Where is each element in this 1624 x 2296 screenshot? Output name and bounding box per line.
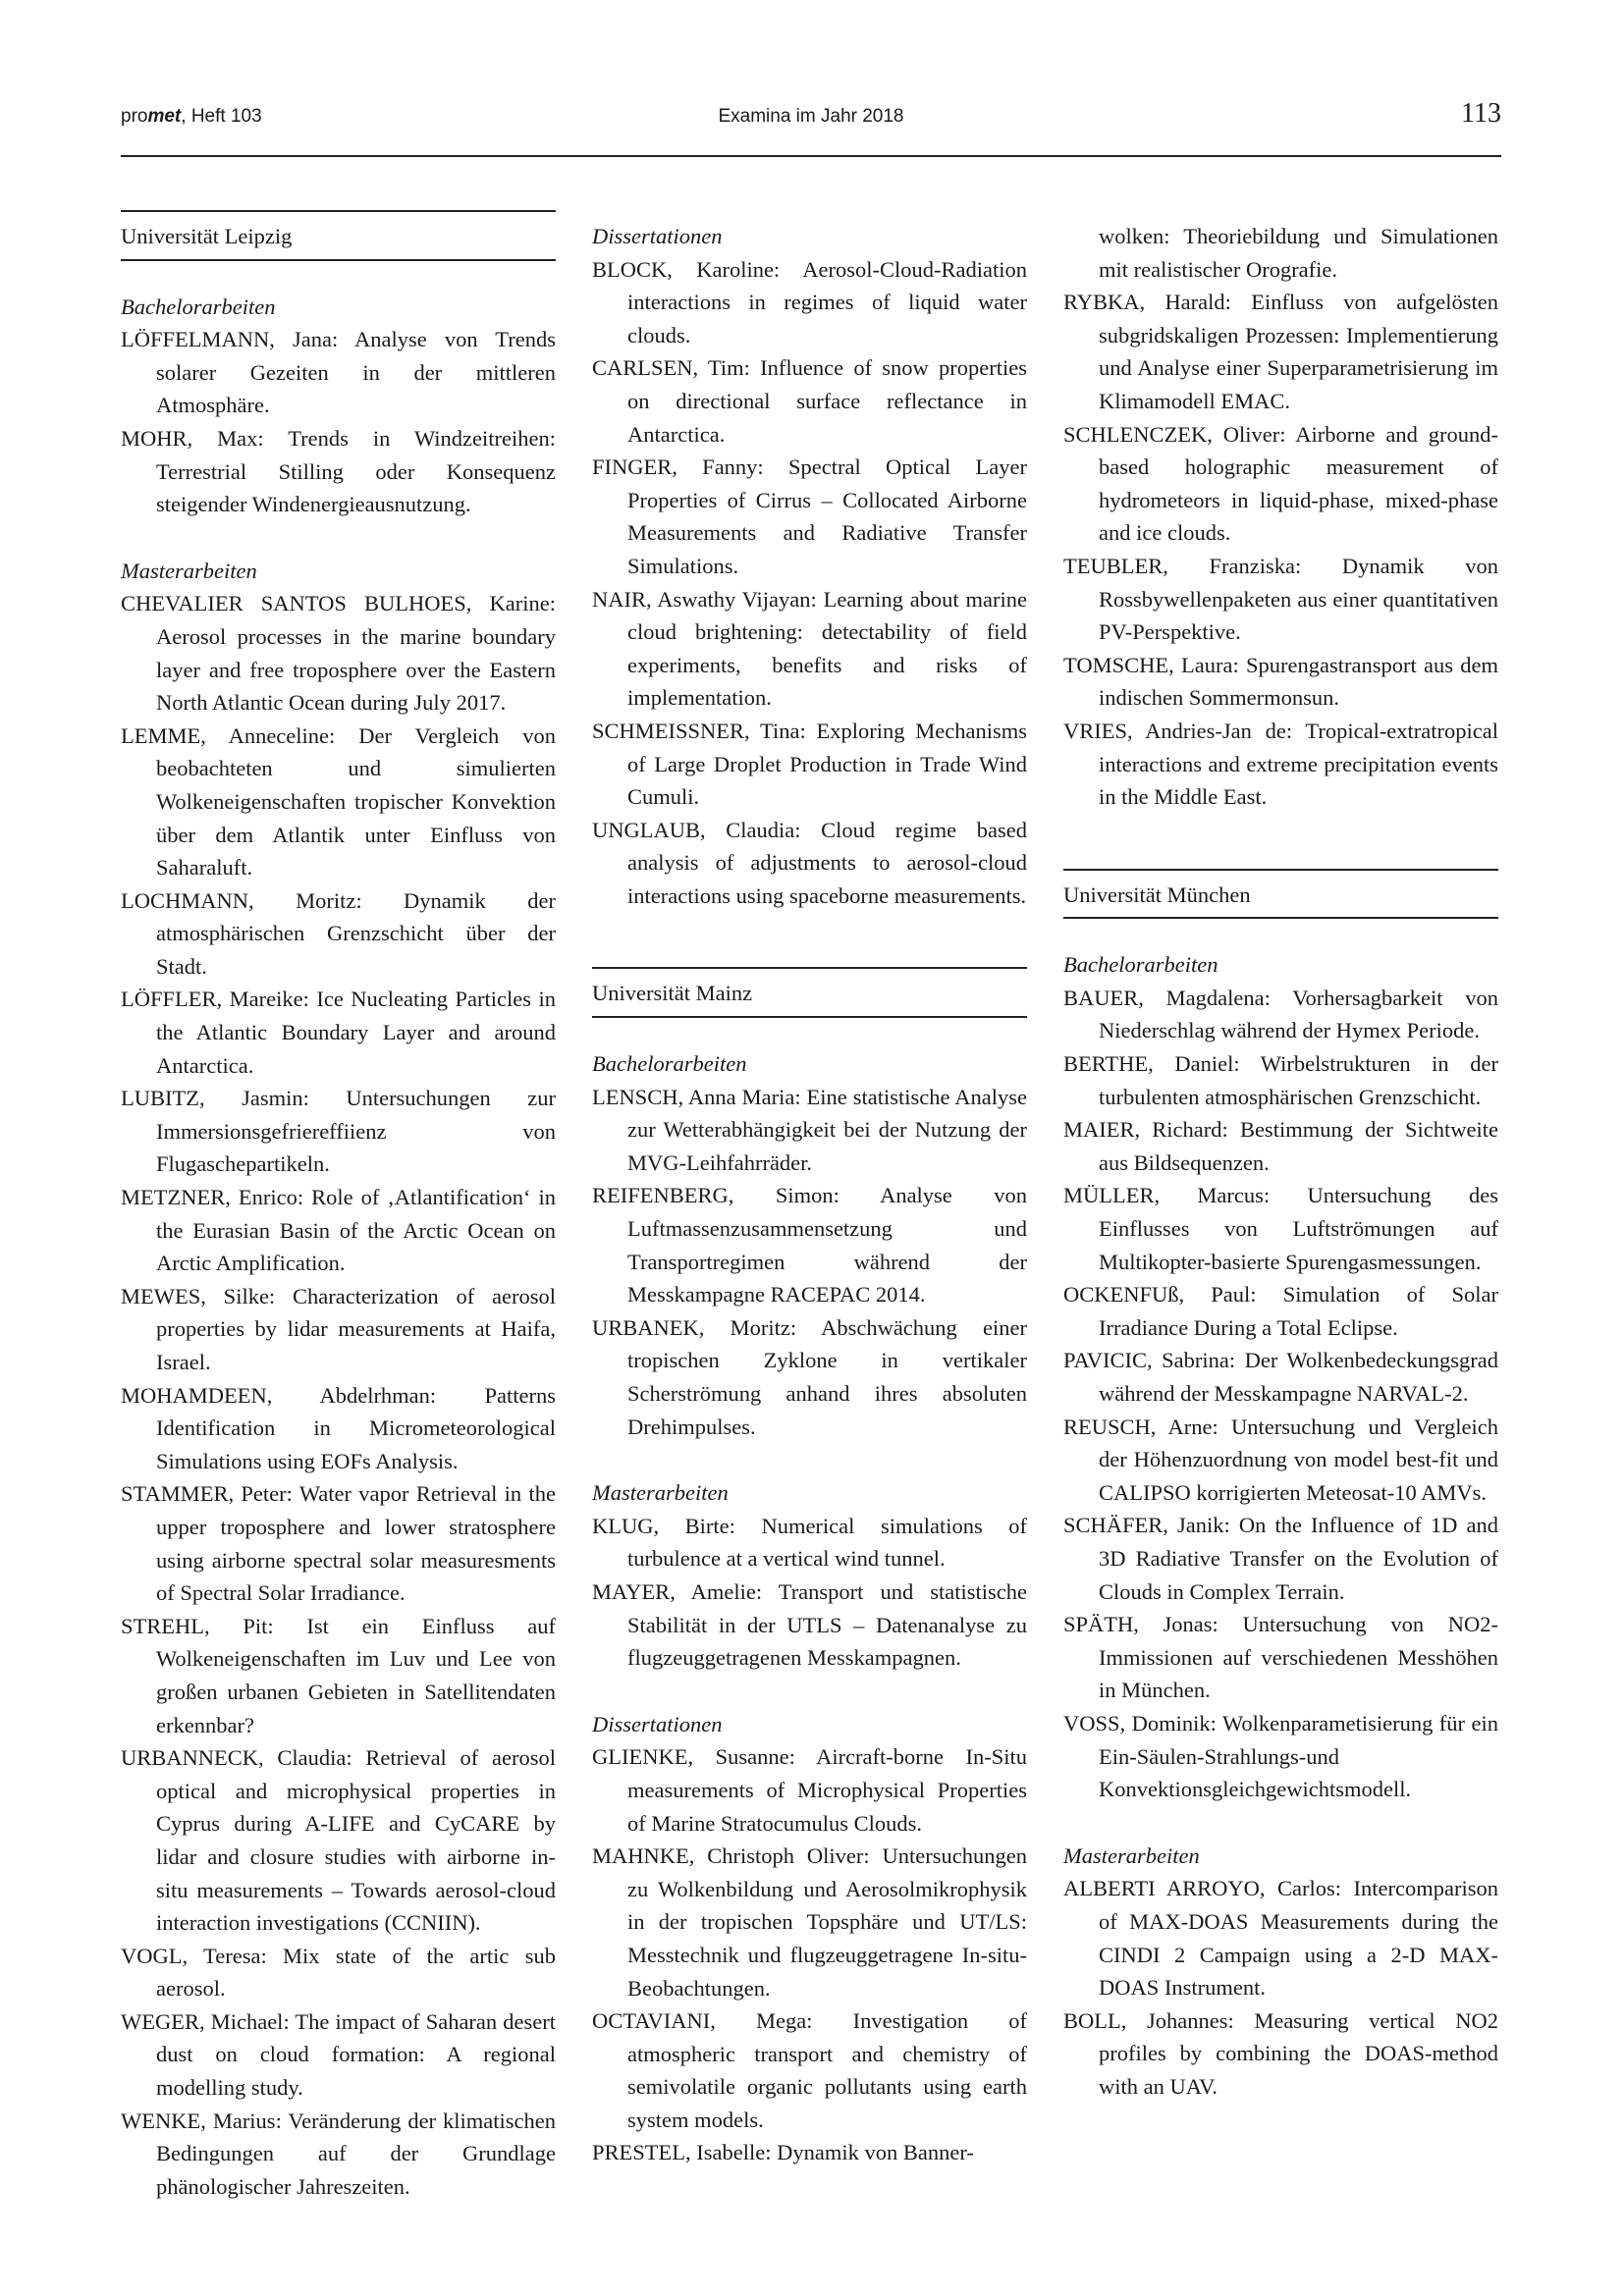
list-item: WENKE, Marius: Veränderung der klimatischen Bedingungen auf der Grundlage phänologischer Jahreszeiten. — [121, 2108, 556, 2199]
list-item: MEWES, Silke: Characterization of aerosol properties by lidar measurements at Haifa, Israel. — [121, 1283, 556, 1374]
list-item: BERTHE, Daniel: Wirbelstrukturen in der turbulenten atmosphärischen Grenzschicht. — [1063, 1051, 1498, 1109]
list-item: MAIER, Richard: Bestimmung der Sichtweite aus Bildsequenzen. — [1063, 1117, 1498, 1175]
university-heading-muenchen: Universität München — [1063, 869, 1498, 920]
section-master-mainz: Masterarbeiten — [592, 1480, 729, 1506]
brand-met: met — [147, 106, 182, 127]
list-item: LUBITZ, Jasmin: Untersuchungen zur Immersionsgefriereffiienz von Flugaschepartikeln. — [121, 1086, 556, 1177]
list-item: GLIENKE, Susanne: Aircraft-borne In-Situ measurements of Microphysical Properties of Marine Stratocumulus Clouds. — [592, 1744, 1027, 1836]
list-item: SCHMEISSNER, Tina: Exploring Mechanisms of Large Droplet Production in Trade Wind Cumuli. — [592, 718, 1027, 810]
list-item: TOMSCHE, Laura: Spurengastransport aus dem indischen Sommermonsun. — [1063, 652, 1498, 711]
running-title: Examina im Jahr 2018 — [718, 106, 904, 127]
section-diss-mainz: Dissertationen — [592, 1711, 723, 1736]
column-1 — [121, 206, 556, 2203]
section-bachelor-mainz: Bachelorarbeiten — [592, 1051, 747, 1077]
column-2 — [592, 206, 1027, 2169]
list-item: CHEVALIER SANTOS BULHOES, Karine: Aerosol processes in the marine boundary layer and free troposphere over the Eastern North Atlantic Ocean during July 2017. — [121, 591, 556, 716]
list-item: MAYER, Amelie: Transport und statistische Stabilität in der UTLS – Datenanalyse zu flugzeuggetragenen Messkampagnen. — [592, 1578, 1027, 1671]
list-item: LENSCH, Anna Maria: Eine statistische Analyse zur Wetterabhängigkeit bei der Nutzung der MVG-Leihfahrräder. — [592, 1084, 1027, 1175]
column-3 — [1063, 206, 1498, 2103]
list-item-continued: wolken: Theoriebildung und Simulationen mit realistischer Orografie. — [1099, 224, 1498, 282]
list-item: URBANEK, Moritz: Abschwächung einer tropischen Zyklone in vertikaler Scherströmung anhand ihres absoluten Drehimpulses. — [592, 1314, 1027, 1439]
list-item: OCTAVIANI, Mega: Investigation of atmospheric transport and chemistry of semivolatile organic pollutants using earth system models. — [592, 2008, 1027, 2132]
list-item: MOHAMDEEN, Abdelrhman: Patterns Identification in Micrometeorological Simulations using EOFs Analysis. — [121, 1382, 556, 1473]
list-item: PRESTEL, Isabelle: Dynamik von Banner- — [592, 2140, 974, 2165]
list-item: WEGER, Michael: The impact of Saharan desert dust on cloud formation: A regional modelling study. — [121, 2008, 556, 2101]
list-item: KLUG, Birte: Numerical simulations of turbulence at a vertical wind tunnel. — [592, 1513, 1027, 1572]
issue-label: , Heft 103 — [181, 106, 262, 127]
list-item: SCHÄFER, Janik: On the Influence of 1D and 3D Radiative Transfer on the Evolution of Clouds in Complex Terrain. — [1063, 1513, 1498, 1604]
list-item: OCKENFUß, Paul: Simulation of Solar Irradiance During a Total Eclipse. — [1063, 1282, 1498, 1340]
list-item: VRIES, Andries-Jan de: Tropical-extratropical interactions and extreme precipitation events in the Middle East. — [1063, 718, 1498, 810]
section-bachelor-leipzig: Bachelorarbeiten — [121, 294, 276, 319]
page-header — [121, 96, 1501, 157]
section-master-leipzig: Masterarbeiten — [121, 558, 257, 583]
list-item: BOLL, Johannes: Measuring vertical NO2 profiles by combining the DOAS-method with an UAV. — [1063, 2007, 1498, 2099]
list-item: MÜLLER, Marcus: Untersuchung des Einflusses von Luftströmungen auf Multikopter-basierte Spurengasmessungen. — [1063, 1183, 1498, 1274]
list-item: TEUBLER, Franziska: Dynamik von Rossbywellenpaketen aus einer quantitativen PV-Perspektive. — [1063, 553, 1498, 645]
list-item: MAHNKE, Christoph Oliver: Untersuchungen zu Wolkenbildung und Aerosolmikrophysik in der tropischen Topsphäre und UT/LS: Messtechnik und flugzeuggetragene In-situ-Beobachtungen. — [592, 1843, 1027, 2001]
list-item: VOSS, Dominik: Wolkenparametisierung für ein Ein-Säulen-Strahlungs-und Konvektionsgleichgewichtsmodell. — [1063, 1710, 1498, 1802]
list-item: REUSCH, Arne: Untersuchung und Vergleich der Höhenzuordnung von model best-fit und CALIPSO korrigierten Meteosat-10 AMVs. — [1063, 1414, 1498, 1505]
list-item: LOCHMANN, Moritz: Dynamik der atmosphärischen Grenzschicht über der Stadt. — [121, 887, 556, 979]
section-diss-leipzig: Dissertationen — [592, 224, 723, 248]
page-number: 113 — [1461, 98, 1501, 129]
list-item: LÖFFELMANN, Jana: Analyse von Trends solarer Gezeiten in der mittleren Atmosphäre. — [121, 327, 556, 418]
list-item: NAIR, Aswathy Vijayan: Learning about marine cloud brightening: detectability of field experiments, benefits and risks of implementation. — [592, 586, 1027, 711]
list-item: STREHL, Pit: Ist ein Einfluss auf Wolkeneigenschaften im Luv und Lee von großen urbanen Gebieten in Satellitendaten erkennbar? — [121, 1613, 556, 1737]
list-item: METZNER, Enrico: Role of ‚Atlantification‘ in the Eurasian Basin of the Arctic Ocean on Arctic Amplification. — [121, 1185, 556, 1276]
list-item: BLOCK, Karoline: Aerosol-Cloud-Radiation interactions in regimes of liquid water clouds. — [592, 256, 1027, 347]
university-heading-leipzig: Universität Leipzig — [121, 210, 556, 261]
list-item: BAUER, Magdalena: Vorhersagbarkeit von Niederschlag während der Hymex Periode. — [1063, 985, 1498, 1043]
list-item: FINGER, Fanny: Spectral Optical Layer Properties of Cirrus – Collocated Airborne Measurements and Radiative Transfer Simulations. — [592, 454, 1027, 578]
brand-pro: pro — [121, 106, 148, 127]
list-item: PAVICIC, Sabrina: Der Wolkenbedeckungsgrad während der Messkampagne NARVAL-2. — [1063, 1348, 1498, 1406]
list-item: ALBERTI ARROYO, Carlos: Intercomparison of MAX-DOAS Measurements during the CINDI 2 Campaign using a 2-D MAX-DOAS Instrument. — [1063, 1876, 1498, 2001]
list-item: SPÄTH, Jonas: Untersuchung von NO2-Immissionen auf verschiedenen Messhöhen in München. — [1063, 1612, 1498, 1703]
list-item: MOHR, Max: Trends in Windzeitreihen: Terrestrial Stilling oder Konsequenz steigender Windenergieausnutzung. — [121, 425, 556, 517]
section-master-muenchen: Masterarbeiten — [1063, 1842, 1200, 1868]
list-item: REIFENBERG, Simon: Analyse von Luftmassenzusammensetzung und Transportregimen während der Messkampagne RACEPAC 2014. — [592, 1183, 1027, 1308]
list-item: UNGLAUB, Claudia: Cloud regime based analysis of adjustments to aerosol-cloud interactions using spaceborne measurements. — [592, 817, 1027, 908]
list-item: RYBKA, Harald: Einfluss von aufgelösten subgridskaligen Prozessen: Implementierung und Analyse einer Superparametrisierung im Klimamodell EMAC. — [1063, 290, 1498, 413]
list-item: LEMME, Anneceline: Der Vergleich von beobachteten und simulierten Wolkeneigenschaften tropischer Konvektion über dem Atlantik unter Einfluss von Saharaluft. — [121, 722, 556, 881]
list-item: SCHLENCZEK, Oliver: Airborne and ground-based holographic measurement of hydrometeors in liquid-phase, mixed-phase and ice clouds. — [1063, 421, 1498, 546]
section-bachelor-muenchen: Bachelorarbeiten — [1063, 952, 1218, 978]
list-item: LÖFFLER, Mareike: Ice Nucleating Particles in the Atlantic Boundary Layer and around Antarctica. — [121, 987, 556, 1078]
list-item: CARLSEN, Tim: Influence of snow properties on directional surface reflectance in Antarctica. — [592, 355, 1027, 447]
list-item: STAMMER, Peter: Water vapor Retrieval in the upper troposphere and lower stratosphere using airborne spectral solar measuresments of Spectral Solar Irradiance. — [121, 1481, 556, 1606]
list-item: URBANNECK, Claudia: Retrieval of aerosol optical and microphysical properties in Cyprus during A-LIFE and CyCARE by lidar and closure studies with airborne in-situ measurements – Towards aerosol-cloud interaction investigations (CCNIIN). — [121, 1745, 556, 1936]
university-heading-mainz: Universität Mainz — [592, 967, 1027, 1018]
list-item: VOGL, Teresa: Mix state of the artic sub aerosol. — [121, 1943, 556, 2002]
